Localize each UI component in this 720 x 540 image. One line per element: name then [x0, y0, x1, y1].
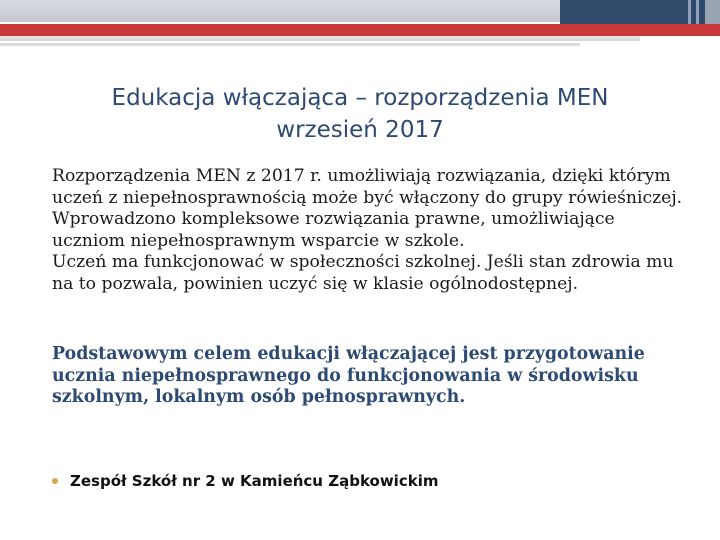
paragraph: Wprowadzono kompleksowe rozwiązania prawne, umożliwiające uczniom niepełnosprawnym wsparcie w szkole. — [52, 209, 615, 251]
title-line-1: Edukacja włączająca – rozporządzenia MEN — [111, 85, 609, 111]
header-underline-thin — [0, 43, 580, 46]
header-red-bar — [0, 24, 720, 36]
bullet-icon — [52, 478, 58, 484]
emphasis-statement: Podstawowym celem edukacji włączającej jest przygotowanie ucznia niepełnosprawnego do funkcjonowania w środowisku szkolnym, lokalnym osób pełnosprawnych. — [52, 344, 645, 407]
footer-bullet-item — [52, 472, 652, 490]
header-navy-bar — [560, 0, 705, 24]
header-decoration — [0, 0, 720, 22]
school-name: Zespół Szkół nr 2 w Kamieńcu Ząbkowickim — [70, 472, 439, 490]
paragraph: Rozporządzenia MEN z 2017 r. umożliwiają rozwiązania, dzięki którym uczeń z niepełnosprawnością może być włączony do grupy rówieśniczej. — [52, 166, 683, 208]
navy-stripe — [688, 0, 691, 24]
slide-body — [52, 166, 692, 295]
header-underline — [0, 36, 640, 41]
title-line-2: wrzesień 2017 — [276, 117, 444, 143]
navy-stripe — [696, 0, 699, 24]
slide-title — [60, 82, 660, 146]
paragraph: Uczeń ma funkcjonować w społeczności szkolnej. Jeśli stan zdrowia mu na to pozwala, powinien uczyć się w klasie ogólnodostępnej. — [52, 252, 674, 294]
